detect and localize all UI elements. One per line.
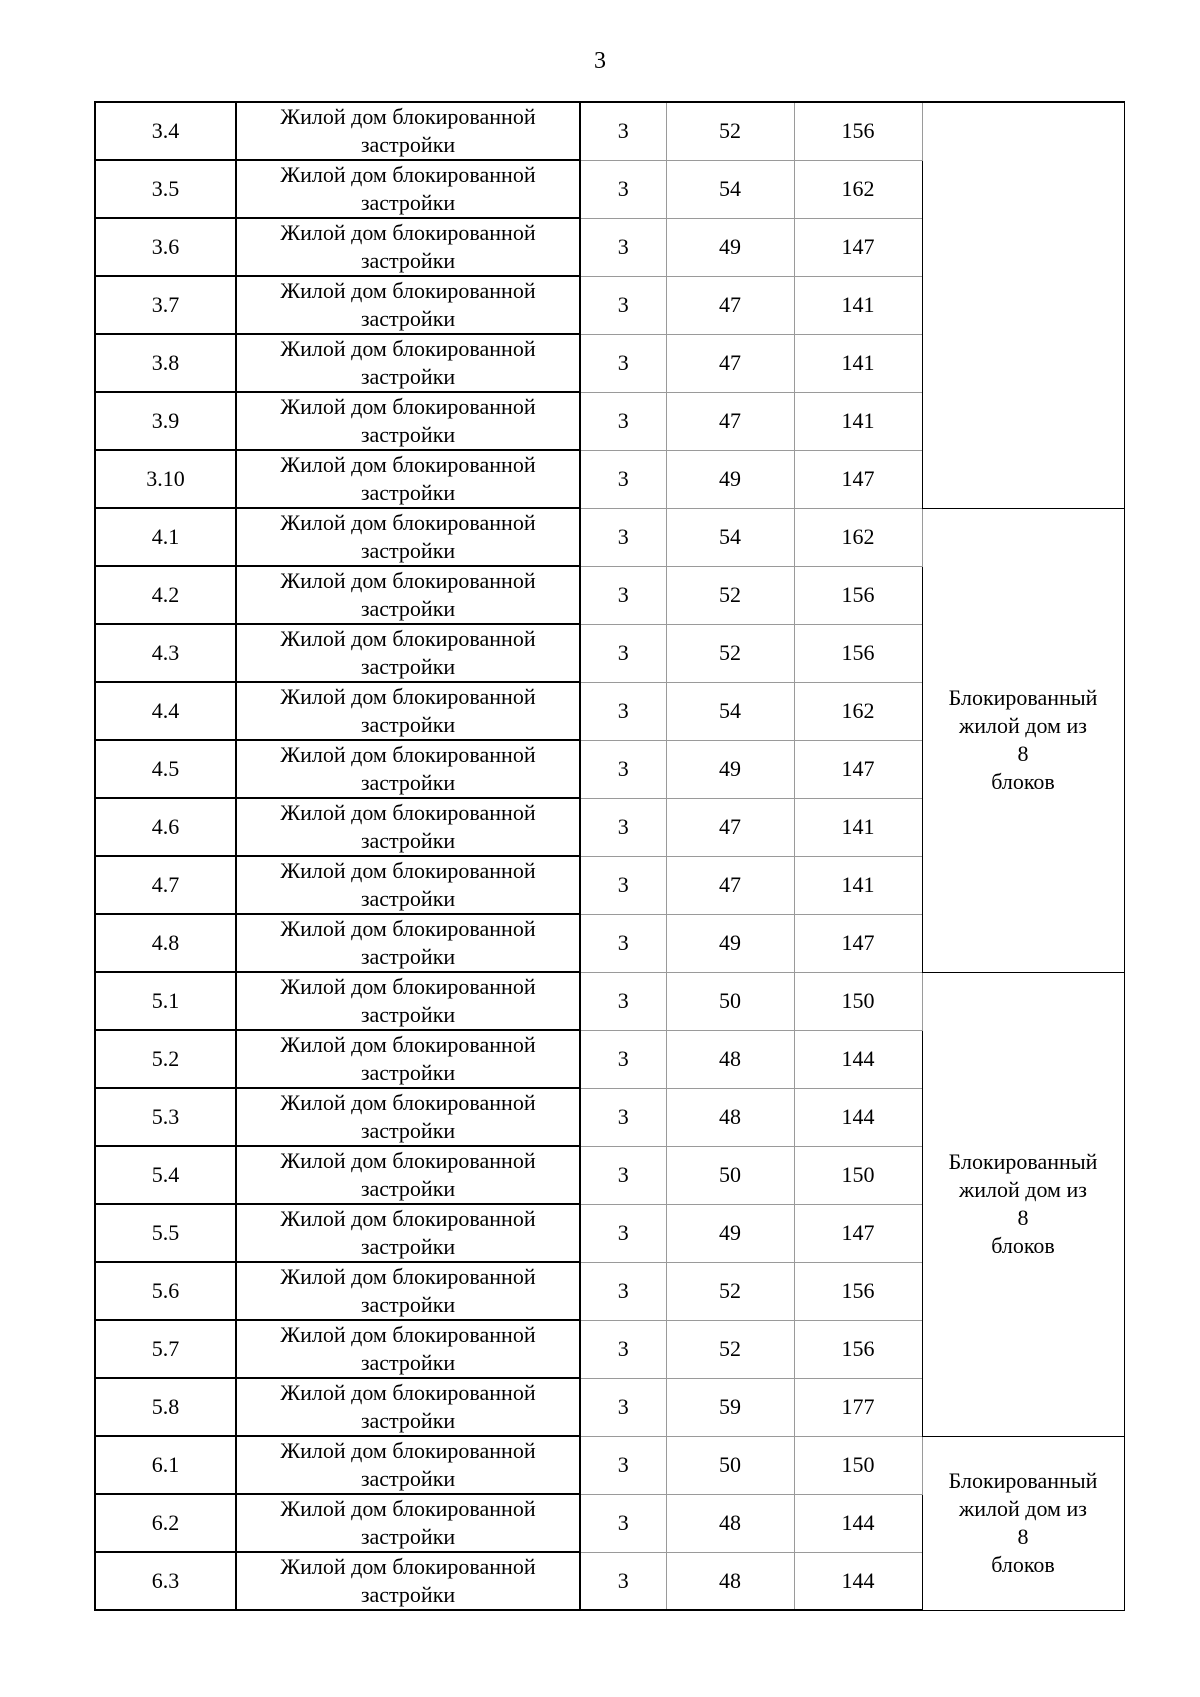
plot-number-cell: 3.6 bbox=[95, 218, 236, 276]
block-area-cell: 48 bbox=[666, 1494, 794, 1552]
building-type-cell: Жилой дом блокированной застройки bbox=[236, 1494, 580, 1552]
table-row bbox=[95, 508, 1124, 566]
plot-number-cell: 4.3 bbox=[95, 624, 236, 682]
building-type-cell: Жилой дом блокированной застройки bbox=[236, 218, 580, 276]
building-type-cell: Жилой дом блокированной застройки bbox=[236, 1088, 580, 1146]
total-area-cell: 162 bbox=[794, 160, 922, 218]
floors-cell: 3 bbox=[580, 972, 666, 1030]
buildings-table bbox=[94, 101, 1125, 1611]
floors-cell: 3 bbox=[580, 1378, 666, 1436]
total-area-cell: 141 bbox=[794, 334, 922, 392]
group-note-line: жилой дом из bbox=[959, 1496, 1087, 1521]
building-type-cell: Жилой дом блокированной застройки bbox=[236, 856, 580, 914]
floors-cell: 3 bbox=[580, 1262, 666, 1320]
block-area-cell: 47 bbox=[666, 276, 794, 334]
block-area-cell: 59 bbox=[666, 1378, 794, 1436]
plot-number-cell: 4.6 bbox=[95, 798, 236, 856]
table-row bbox=[95, 972, 1124, 1030]
plot-number-cell: 5.2 bbox=[95, 1030, 236, 1088]
floors-cell: 3 bbox=[580, 392, 666, 450]
block-area-cell: 54 bbox=[666, 160, 794, 218]
plot-number-cell: 3.4 bbox=[95, 102, 236, 160]
group-note-cell bbox=[922, 102, 1124, 508]
plot-number-cell: 5.4 bbox=[95, 1146, 236, 1204]
group-note-line: 8 bbox=[1017, 741, 1029, 766]
group-note-line: блоков bbox=[991, 769, 1055, 794]
block-area-cell: 47 bbox=[666, 334, 794, 392]
block-area-cell: 47 bbox=[666, 392, 794, 450]
total-area-cell: 147 bbox=[794, 740, 922, 798]
block-area-cell: 52 bbox=[666, 1320, 794, 1378]
total-area-cell: 147 bbox=[794, 218, 922, 276]
floors-cell: 3 bbox=[580, 276, 666, 334]
total-area-cell: 162 bbox=[794, 682, 922, 740]
plot-number-cell: 5.3 bbox=[95, 1088, 236, 1146]
plot-number-cell: 5.7 bbox=[95, 1320, 236, 1378]
block-area-cell: 49 bbox=[666, 740, 794, 798]
building-type-cell: Жилой дом блокированной застройки bbox=[236, 1320, 580, 1378]
block-area-cell: 49 bbox=[666, 450, 794, 508]
block-area-cell: 49 bbox=[666, 1204, 794, 1262]
block-area-cell: 48 bbox=[666, 1552, 794, 1610]
floors-cell: 3 bbox=[580, 450, 666, 508]
total-area-cell: 156 bbox=[794, 624, 922, 682]
floors-cell: 3 bbox=[580, 914, 666, 972]
group-note-cell bbox=[922, 972, 1124, 1436]
building-type-cell: Жилой дом блокированной застройки bbox=[236, 1030, 580, 1088]
plot-number-cell: 4.8 bbox=[95, 914, 236, 972]
building-type-cell: Жилой дом блокированной застройки bbox=[236, 392, 580, 450]
total-area-cell: 141 bbox=[794, 798, 922, 856]
plot-number-cell: 4.1 bbox=[95, 508, 236, 566]
block-area-cell: 49 bbox=[666, 218, 794, 276]
total-area-cell: 141 bbox=[794, 856, 922, 914]
building-type-cell: Жилой дом блокированной застройки bbox=[236, 1552, 580, 1610]
plot-number-cell: 5.5 bbox=[95, 1204, 236, 1262]
total-area-cell: 144 bbox=[794, 1088, 922, 1146]
building-type-cell: Жилой дом блокированной застройки bbox=[236, 1204, 580, 1262]
block-area-cell: 47 bbox=[666, 856, 794, 914]
floors-cell: 3 bbox=[580, 218, 666, 276]
building-type-cell: Жилой дом блокированной застройки bbox=[236, 1378, 580, 1436]
building-type-cell: Жилой дом блокированной застройки bbox=[236, 276, 580, 334]
total-area-cell: 150 bbox=[794, 1436, 922, 1494]
floors-cell: 3 bbox=[580, 1436, 666, 1494]
building-type-cell: Жилой дом блокированной застройки bbox=[236, 450, 580, 508]
floors-cell: 3 bbox=[580, 624, 666, 682]
floors-cell: 3 bbox=[580, 1494, 666, 1552]
group-note-line: 8 bbox=[1017, 1524, 1029, 1549]
floors-cell: 3 bbox=[580, 334, 666, 392]
total-area-cell: 144 bbox=[794, 1030, 922, 1088]
plot-number-cell: 3.10 bbox=[95, 450, 236, 508]
building-type-cell: Жилой дом блокированной застройки bbox=[236, 798, 580, 856]
floors-cell: 3 bbox=[580, 160, 666, 218]
building-type-cell: Жилой дом блокированной застройки bbox=[236, 740, 580, 798]
plot-number-cell: 6.3 bbox=[95, 1552, 236, 1610]
total-area-cell: 162 bbox=[794, 508, 922, 566]
block-area-cell: 50 bbox=[666, 1436, 794, 1494]
building-type-cell: Жилой дом блокированной застройки bbox=[236, 160, 580, 218]
building-type-cell: Жилой дом блокированной застройки bbox=[236, 1262, 580, 1320]
building-type-cell: Жилой дом блокированной застройки bbox=[236, 1146, 580, 1204]
block-area-cell: 52 bbox=[666, 624, 794, 682]
plot-number-cell: 6.2 bbox=[95, 1494, 236, 1552]
plot-number-cell: 3.8 bbox=[95, 334, 236, 392]
plot-number-cell: 3.9 bbox=[95, 392, 236, 450]
group-note-line: блоков bbox=[991, 1552, 1055, 1577]
plot-number-cell: 5.1 bbox=[95, 972, 236, 1030]
block-area-cell: 50 bbox=[666, 1146, 794, 1204]
table-row bbox=[95, 102, 1124, 160]
total-area-cell: 147 bbox=[794, 1204, 922, 1262]
building-type-cell: Жилой дом блокированной застройки bbox=[236, 972, 580, 1030]
group-note-line: блоков bbox=[991, 1233, 1055, 1258]
block-area-cell: 52 bbox=[666, 102, 794, 160]
floors-cell: 3 bbox=[580, 508, 666, 566]
floors-cell: 3 bbox=[580, 1320, 666, 1378]
table-row bbox=[95, 1436, 1124, 1494]
building-type-cell: Жилой дом блокированной застройки bbox=[236, 914, 580, 972]
total-area-cell: 156 bbox=[794, 566, 922, 624]
total-area-cell: 156 bbox=[794, 1262, 922, 1320]
total-area-cell: 141 bbox=[794, 276, 922, 334]
total-area-cell: 147 bbox=[794, 450, 922, 508]
plot-number-cell: 4.7 bbox=[95, 856, 236, 914]
block-area-cell: 52 bbox=[666, 566, 794, 624]
floors-cell: 3 bbox=[580, 566, 666, 624]
block-area-cell: 54 bbox=[666, 682, 794, 740]
group-note-cell bbox=[922, 1436, 1124, 1610]
group-note-line: 8 bbox=[1017, 1205, 1029, 1230]
floors-cell: 3 bbox=[580, 1030, 666, 1088]
floors-cell: 3 bbox=[580, 1552, 666, 1610]
plot-number-cell: 4.5 bbox=[95, 740, 236, 798]
group-note-line: Блокированный bbox=[948, 1149, 1098, 1174]
block-area-cell: 54 bbox=[666, 508, 794, 566]
building-type-cell: Жилой дом блокированной застройки bbox=[236, 508, 580, 566]
total-area-cell: 144 bbox=[794, 1552, 922, 1610]
block-area-cell: 49 bbox=[666, 914, 794, 972]
total-area-cell: 177 bbox=[794, 1378, 922, 1436]
page-number: 3 bbox=[594, 48, 606, 74]
group-note-line: жилой дом из bbox=[959, 713, 1087, 738]
building-type-cell: Жилой дом блокированной застройки bbox=[236, 682, 580, 740]
block-area-cell: 47 bbox=[666, 798, 794, 856]
plot-number-cell: 4.2 bbox=[95, 566, 236, 624]
building-type-cell: Жилой дом блокированной застройки bbox=[236, 102, 580, 160]
total-area-cell: 144 bbox=[794, 1494, 922, 1552]
plot-number-cell: 4.4 bbox=[95, 682, 236, 740]
building-type-cell: Жилой дом блокированной застройки bbox=[236, 334, 580, 392]
total-area-cell: 147 bbox=[794, 914, 922, 972]
block-area-cell: 52 bbox=[666, 1262, 794, 1320]
group-note-cell bbox=[922, 508, 1124, 972]
total-area-cell: 156 bbox=[794, 102, 922, 160]
plot-number-cell: 6.1 bbox=[95, 1436, 236, 1494]
plot-number-cell: 3.7 bbox=[95, 276, 236, 334]
floors-cell: 3 bbox=[580, 102, 666, 160]
block-area-cell: 48 bbox=[666, 1030, 794, 1088]
building-type-cell: Жилой дом блокированной застройки bbox=[236, 1436, 580, 1494]
floors-cell: 3 bbox=[580, 1088, 666, 1146]
block-area-cell: 50 bbox=[666, 972, 794, 1030]
floors-cell: 3 bbox=[580, 740, 666, 798]
floors-cell: 3 bbox=[580, 682, 666, 740]
group-note-line: Блокированный bbox=[948, 1468, 1098, 1493]
plot-number-cell: 5.8 bbox=[95, 1378, 236, 1436]
total-area-cell: 150 bbox=[794, 1146, 922, 1204]
total-area-cell: 141 bbox=[794, 392, 922, 450]
floors-cell: 3 bbox=[580, 1204, 666, 1262]
block-area-cell: 48 bbox=[666, 1088, 794, 1146]
floors-cell: 3 bbox=[580, 856, 666, 914]
plot-number-cell: 5.6 bbox=[95, 1262, 236, 1320]
floors-cell: 3 bbox=[580, 1146, 666, 1204]
group-note-line: жилой дом из bbox=[959, 1177, 1087, 1202]
table-body bbox=[95, 102, 1124, 1610]
building-type-cell: Жилой дом блокированной застройки bbox=[236, 566, 580, 624]
building-type-cell: Жилой дом блокированной застройки bbox=[236, 624, 580, 682]
total-area-cell: 156 bbox=[794, 1320, 922, 1378]
plot-number-cell: 3.5 bbox=[95, 160, 236, 218]
total-area-cell: 150 bbox=[794, 972, 922, 1030]
group-note-line: Блокированный bbox=[948, 685, 1098, 710]
floors-cell: 3 bbox=[580, 798, 666, 856]
